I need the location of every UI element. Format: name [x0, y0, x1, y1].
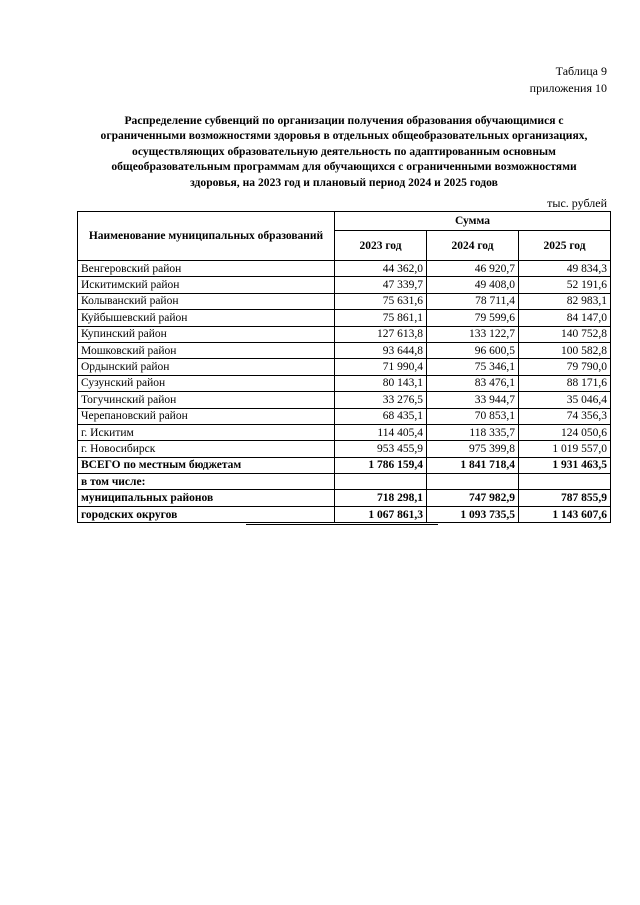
table-row [78, 392, 611, 408]
row-name: в том числе: [78, 474, 335, 490]
value-2025: 82 983,1 [519, 293, 611, 309]
value-2025: 140 752,8 [519, 326, 611, 342]
value-2023: 1 786 159,4 [335, 457, 427, 473]
table-number-label: Таблица 9 [555, 64, 607, 78]
row-name: Тогучинский район [78, 392, 335, 408]
value-2025: 787 855,9 [519, 490, 611, 506]
value-2025: 35 046,4 [519, 392, 611, 408]
value-2023: 93 644,8 [335, 342, 427, 358]
value-2025: 79 790,0 [519, 359, 611, 375]
value-2023: 127 613,8 [335, 326, 427, 342]
subtotal-row [78, 506, 611, 522]
including-row [78, 474, 611, 490]
units-label: тыс. рублей [547, 196, 607, 210]
value-2025: 124 050,6 [519, 424, 611, 440]
row-name: Сузунский район [78, 375, 335, 391]
value-2025: 74 356,3 [519, 408, 611, 424]
table-row [78, 359, 611, 375]
value-2023: 1 067 861,3 [335, 506, 427, 522]
title-line: здоровья, на 2023 год и плановый период 2024 и 2025 годов [190, 175, 498, 189]
value-2023: 75 631,6 [335, 293, 427, 309]
table-row [78, 293, 611, 309]
row-name: Мошковский район [78, 342, 335, 358]
table-row [78, 310, 611, 326]
table-row [78, 326, 611, 342]
value-2023: 114 405,4 [335, 424, 427, 440]
title-line: Распределение субвенций по организации получения образования обучающимися с [124, 114, 564, 127]
subsidy-table [77, 211, 611, 523]
value-2023: 47 339,7 [335, 277, 427, 293]
row-name: Черепановский район [78, 408, 335, 424]
row-name: Искитимский район [78, 277, 335, 293]
appendix-label: приложения 10 [529, 81, 607, 95]
document-title [78, 113, 610, 190]
column-header-sum: Сумма [335, 212, 611, 231]
total-row [78, 457, 611, 473]
value-2024: 75 346,1 [427, 359, 519, 375]
value-2025: 1 143 607,6 [519, 506, 611, 522]
value-2024: 118 335,7 [427, 424, 519, 440]
value-2025: 52 191,6 [519, 277, 611, 293]
value-2025: 49 834,3 [519, 261, 611, 277]
table-row [78, 424, 611, 440]
value-2025: 84 147,0 [519, 310, 611, 326]
value-2024: 1 841 718,4 [427, 457, 519, 473]
row-name: Купинский район [78, 326, 335, 342]
value-2024: 49 408,0 [427, 277, 519, 293]
value-2025: 100 582,8 [519, 342, 611, 358]
column-header-name: Наименование муниципальных образований [78, 212, 335, 261]
value-2024: 70 853,1 [427, 408, 519, 424]
table-row [78, 277, 611, 293]
value-2024: 747 982,9 [427, 490, 519, 506]
row-name: городских округов [78, 506, 335, 522]
value-2023: 68 435,1 [335, 408, 427, 424]
row-name: г. Искитим [78, 424, 335, 440]
value-2024: 33 944,7 [427, 392, 519, 408]
value-2024: 133 122,7 [427, 326, 519, 342]
row-name: г. Новосибирск [78, 441, 335, 457]
value-2023: 80 143,1 [335, 375, 427, 391]
value-2024: 78 711,4 [427, 293, 519, 309]
table-row [78, 441, 611, 457]
value-2025: 1 931 463,5 [519, 457, 611, 473]
table-row [78, 261, 611, 277]
value-2024: 96 600,5 [427, 342, 519, 358]
value-2024: 79 599,6 [427, 310, 519, 326]
value-2025: 88 171,6 [519, 375, 611, 391]
value-2023: 44 362,0 [335, 261, 427, 277]
row-name: Ордынский район [78, 359, 335, 375]
value-2023: 718 298,1 [335, 490, 427, 506]
title-line: осуществляющих образовательную деятельность по адаптированным основным [132, 144, 556, 158]
row-name: Венгеровский район [78, 261, 335, 277]
value-2023: 71 990,4 [335, 359, 427, 375]
value-2023: 953 455,9 [335, 441, 427, 457]
row-name: муниципальных районов [78, 490, 335, 506]
table-row [78, 342, 611, 358]
table-body [78, 261, 611, 523]
table-row [78, 408, 611, 424]
separator-line [246, 524, 438, 525]
column-header-2023: 2023 год [335, 231, 427, 261]
row-name: Колыванский район [78, 293, 335, 309]
value-2024: 46 920,7 [427, 261, 519, 277]
column-header-2024: 2024 год [427, 231, 519, 261]
value-2025: 1 019 557,0 [519, 441, 611, 457]
row-name: ВСЕГО по местным бюджетам [78, 457, 335, 473]
column-header-2025: 2025 год [519, 231, 611, 261]
value-2024: 83 476,1 [427, 375, 519, 391]
title-line: общеобразовательным программам для обучающихся с ограниченными возможностями [111, 160, 577, 174]
subtotal-row [78, 490, 611, 506]
title-line: ограниченными возможностями здоровья в отдельных общеобразовательных организациях, [100, 129, 588, 143]
value-2023: 75 861,1 [335, 310, 427, 326]
value-2024: 975 399,8 [427, 441, 519, 457]
row-name: Куйбышевский район [78, 310, 335, 326]
value-2024: 1 093 735,5 [427, 506, 519, 522]
value-2023: 33 276,5 [335, 392, 427, 408]
table-row [78, 375, 611, 391]
